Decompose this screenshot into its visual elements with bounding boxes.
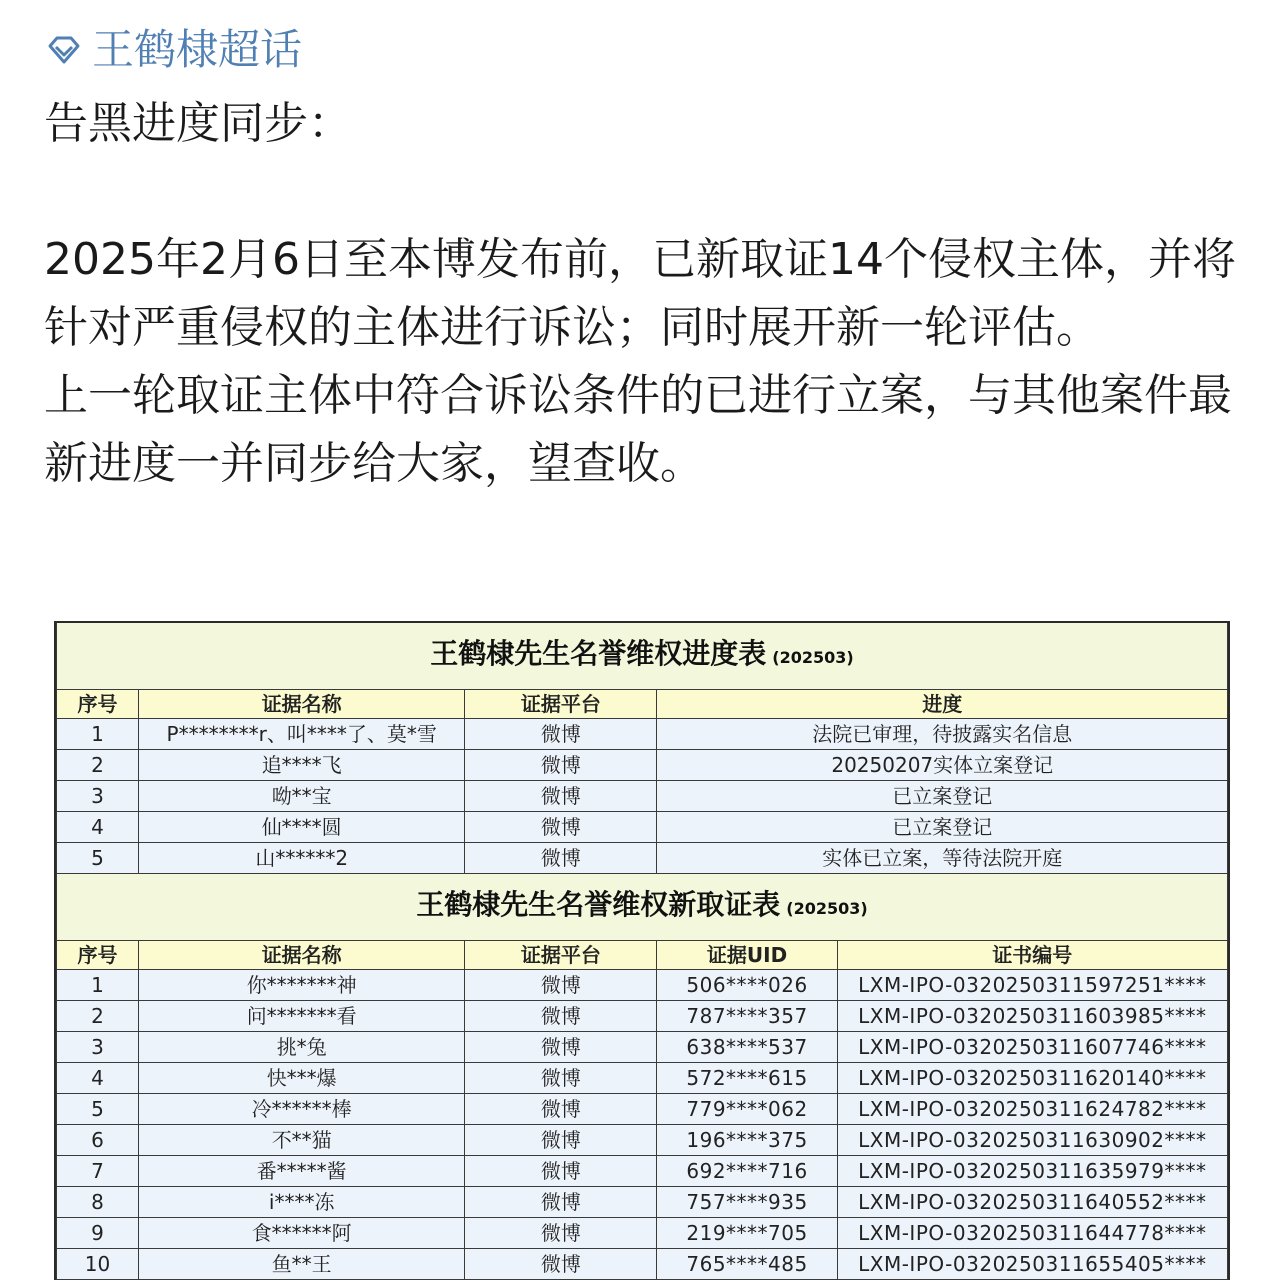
- table-cell: 6: [57, 1125, 139, 1156]
- table-cell: LXM-IPO-0320250311630902****: [837, 1125, 1227, 1156]
- table-cell: 5: [57, 1094, 139, 1125]
- table-row: [57, 1094, 1228, 1125]
- table-cell: LXM-IPO-0320250311607746****: [837, 1032, 1227, 1063]
- table-cell: 692****716: [657, 1156, 837, 1187]
- table-cell: 2: [57, 1001, 139, 1032]
- table-cell: 番*****酱: [139, 1156, 465, 1187]
- super-topic-label: 王鹤棣超话: [92, 25, 303, 74]
- table-cell: 1: [57, 970, 139, 1001]
- table-cell: 微博: [465, 781, 657, 812]
- table-row: [57, 970, 1228, 1001]
- post-paragraph: 告黑进度同步：: [44, 98, 352, 149]
- column-header: 证据名称: [139, 941, 465, 970]
- table-row: [57, 1249, 1228, 1280]
- table-cell: 微博: [465, 1218, 657, 1249]
- table-cell: 9: [57, 1218, 139, 1249]
- table-row: [57, 781, 1228, 812]
- table-cell: 鱼**王: [139, 1249, 465, 1280]
- table-cell: 757****935: [657, 1187, 837, 1218]
- table-cell: 微博: [465, 1032, 657, 1063]
- progress-table-title: 王鹤棣先生名誉维权进度表 (202503): [57, 623, 1228, 690]
- table-cell: 1: [57, 719, 139, 750]
- table-cell: P********r、叫****了、莫*雪: [139, 719, 465, 750]
- attached-table-image[interactable]: [54, 621, 1230, 1280]
- table-cell: LXM-IPO-0320250311635979****: [837, 1156, 1227, 1187]
- table-row: [57, 1218, 1228, 1249]
- table-cell: 3: [57, 1032, 139, 1063]
- table-cell: LXM-IPO-0320250311640552****: [837, 1187, 1227, 1218]
- table-cell: 微博: [465, 1249, 657, 1280]
- table-cell: 你*******神: [139, 970, 465, 1001]
- table-cell: 219****705: [657, 1218, 837, 1249]
- post-paragraph: 2025年2月6日至本博发布前，已新取证14个侵权主体，并将针对严重侵权的主体进行诉讼；同时展开新一轮评估。: [44, 234, 1236, 353]
- table-row: [57, 1063, 1228, 1094]
- table-cell: 779****062: [657, 1094, 837, 1125]
- evidence-table-title: 王鹤棣先生名誉维权新取证表 (202503): [57, 874, 1228, 941]
- super-topic-link[interactable]: [44, 22, 302, 78]
- table-cell: 问*******看: [139, 1001, 465, 1032]
- evidence-table: [56, 874, 1228, 1280]
- table-cell: 4: [57, 812, 139, 843]
- table-row: [57, 812, 1228, 843]
- table-cell: 已立案登记: [657, 781, 1228, 812]
- table-cell: 微博: [465, 1187, 657, 1218]
- table-row: [57, 1187, 1228, 1218]
- diamond-icon: [44, 30, 84, 70]
- table-cell: 微博: [465, 750, 657, 781]
- table-cell: 微博: [465, 1063, 657, 1094]
- table-cell: 5: [57, 843, 139, 874]
- table-cell: 山******2: [139, 843, 465, 874]
- table-row: [57, 1125, 1228, 1156]
- table-cell: 微博: [465, 812, 657, 843]
- column-header: 证据平台: [465, 690, 657, 719]
- table-cell: LXM-IPO-0320250311620140****: [837, 1063, 1227, 1094]
- table-cell: 3: [57, 781, 139, 812]
- table-cell: 7: [57, 1156, 139, 1187]
- column-header: 序号: [57, 941, 139, 970]
- table-cell: 微博: [465, 1156, 657, 1187]
- table-cell: LXM-IPO-0320250311655405****: [837, 1249, 1227, 1280]
- table-row: [57, 1001, 1228, 1032]
- table-cell: 微博: [465, 1094, 657, 1125]
- table-cell: 仙****圆: [139, 812, 465, 843]
- column-header: 证据UID: [657, 941, 837, 970]
- post-paragraph: 上一轮取证主体中符合诉讼条件的已进行立案，与其他案件最新进度一并同步给大家，望查收。: [44, 370, 1232, 489]
- table-cell: 506****026: [657, 970, 837, 1001]
- column-header: 进度: [657, 690, 1228, 719]
- table-cell: 微博: [465, 843, 657, 874]
- table-cell: LXM-IPO-0320250311603985****: [837, 1001, 1227, 1032]
- table-cell: 787****357: [657, 1001, 837, 1032]
- table-cell: 20250207实体立案登记: [657, 750, 1228, 781]
- column-header: 证书编号: [837, 941, 1227, 970]
- table-cell: LXM-IPO-0320250311597251****: [837, 970, 1227, 1001]
- paragraph-gap: [44, 158, 1244, 226]
- table-cell: 微博: [465, 1125, 657, 1156]
- table-cell: 8: [57, 1187, 139, 1218]
- table-row: [57, 1156, 1228, 1187]
- table-cell: 已立案登记: [657, 812, 1228, 843]
- table-cell: LXM-IPO-0320250311624782****: [837, 1094, 1227, 1125]
- table-cell: 呦**宝: [139, 781, 465, 812]
- column-header: 证据名称: [139, 690, 465, 719]
- table-cell: 追****飞: [139, 750, 465, 781]
- table-cell: 实体已立案，等待法院开庭: [657, 843, 1228, 874]
- table-row: [57, 843, 1228, 874]
- table-cell: 挑*兔: [139, 1032, 465, 1063]
- table-cell: 765****485: [657, 1249, 837, 1280]
- table-cell: 10: [57, 1249, 139, 1280]
- post-body: [44, 90, 1244, 498]
- table-row: [57, 1032, 1228, 1063]
- column-header: 证据平台: [465, 941, 657, 970]
- table-cell: 572****615: [657, 1063, 837, 1094]
- table-cell: 2: [57, 750, 139, 781]
- progress-table: [56, 623, 1228, 874]
- table-cell: i****冻: [139, 1187, 465, 1218]
- table-cell: 法院已审理，待披露实名信息: [657, 719, 1228, 750]
- table-cell: 微博: [465, 1001, 657, 1032]
- table-cell: 638****537: [657, 1032, 837, 1063]
- table-cell: 微博: [465, 970, 657, 1001]
- table-row: [57, 750, 1228, 781]
- table-row: [57, 719, 1228, 750]
- table-cell: 4: [57, 1063, 139, 1094]
- table-cell: 冷******棒: [139, 1094, 465, 1125]
- table-cell: 食******阿: [139, 1218, 465, 1249]
- column-header: 序号: [57, 690, 139, 719]
- table-cell: 快***爆: [139, 1063, 465, 1094]
- table-cell: 微博: [465, 719, 657, 750]
- table-cell: 不**猫: [139, 1125, 465, 1156]
- table-cell: LXM-IPO-0320250311644778****: [837, 1218, 1227, 1249]
- table-cell: 196****375: [657, 1125, 837, 1156]
